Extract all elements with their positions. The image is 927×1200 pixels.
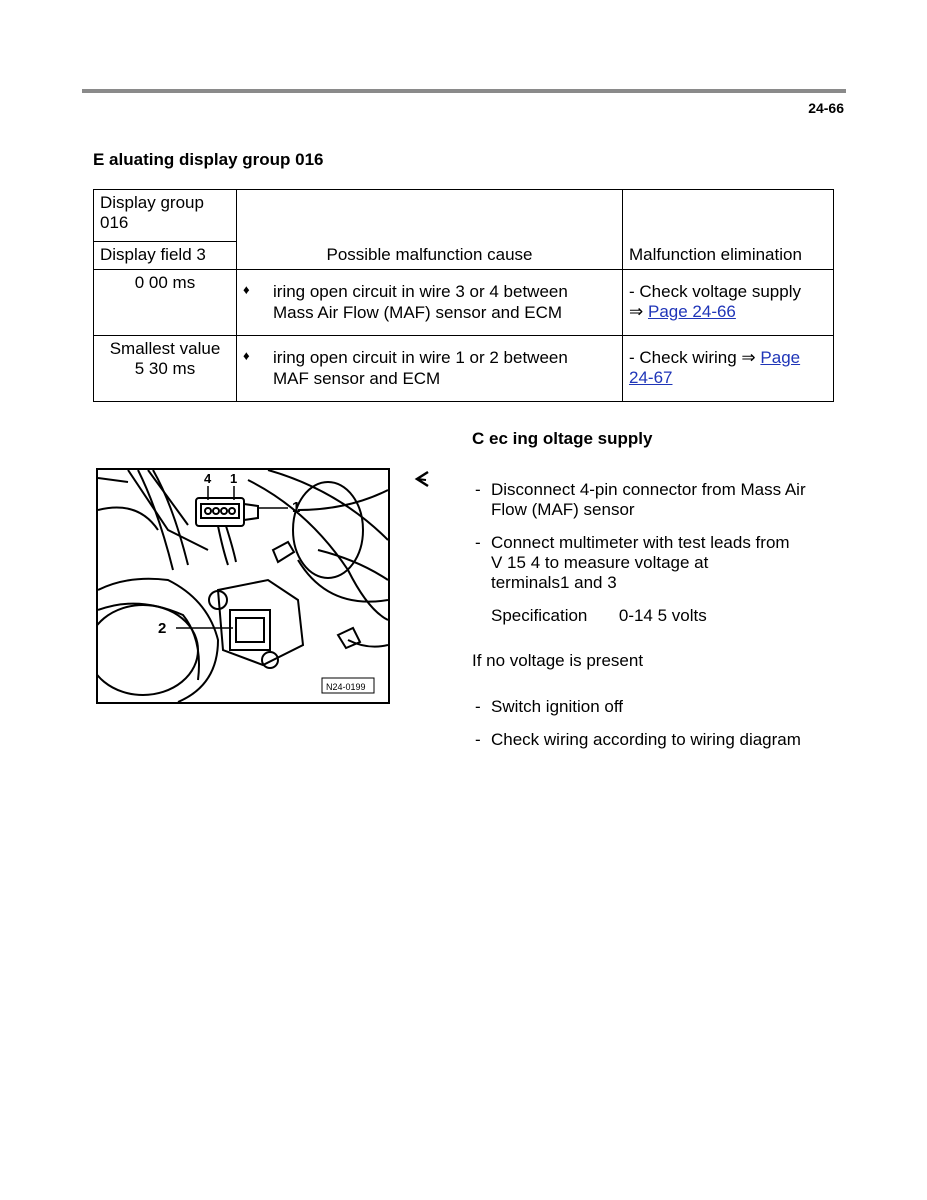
table-row — [94, 336, 834, 402]
cause-line: iring open circuit in wire 3 or 4 between — [273, 282, 568, 301]
specification-value: 0-14 5 volts — [618, 606, 707, 625]
cause-line: iring open circuit in wire 1 or 2 between — [273, 348, 568, 367]
header-display-field: Display field 3 — [94, 242, 237, 270]
diamond-bullet-icon: ♦ — [243, 348, 250, 363]
header-elimination-text: Malfunction elimination — [629, 245, 802, 264]
header-display-group: Display group 016 — [94, 190, 237, 242]
step-line: Check wiring according to wiring diagram — [491, 730, 801, 749]
page-24-67-link-a[interactable]: Page — [760, 348, 801, 367]
value-line: 5 30 ms — [134, 359, 196, 378]
figure-label-1: 1 — [292, 499, 301, 516]
dash-bullet: - — [475, 730, 481, 749]
dash-bullet: - — [475, 533, 481, 552]
step-line: Disconnect 4-pin connector from Mass Air — [491, 480, 806, 499]
maf-sensor-illustration — [98, 470, 388, 702]
left-pointer-arrow-icon — [414, 470, 430, 493]
figure-code: N24-0199 — [326, 682, 366, 692]
figure-label-4: 4 — [204, 471, 212, 486]
malfunction-table — [93, 189, 834, 402]
header-possible-cause-text: Possible malfunction cause — [326, 245, 533, 264]
dash-bullet: - — [475, 697, 481, 716]
value-cell — [94, 336, 237, 402]
value-line: Smallest value — [109, 339, 221, 358]
elimination-text: - Check voltage supply — [629, 282, 801, 301]
cause-line: MAF sensor and ECM — [273, 369, 441, 388]
step-line: Connect multimeter with test leads from — [491, 533, 790, 552]
step-item — [475, 533, 790, 593]
step-item — [475, 480, 806, 520]
header-elimination — [623, 190, 834, 270]
header-possible-cause — [237, 190, 623, 270]
specification-label: Specification — [491, 606, 588, 625]
step-line: Switch ignition off — [491, 697, 623, 716]
figure-label-2: 2 — [158, 620, 167, 637]
value-cell: 0 00 ms — [94, 270, 237, 336]
step-line: terminals1 and 3 — [491, 573, 617, 592]
page-24-67-link-b[interactable]: 24-67 — [629, 368, 673, 387]
page-24-66-link[interactable]: Page 24-66 — [647, 302, 736, 321]
diamond-bullet-icon: ♦ — [243, 282, 250, 297]
subsection-title: C ec ing oltage supply — [472, 429, 653, 448]
figure-label-1-top: 1 — [230, 471, 238, 486]
cause-cell — [237, 336, 623, 402]
header-rule — [82, 89, 846, 93]
maf-sensor-figure — [96, 468, 390, 704]
page-number: 24-66 — [808, 100, 844, 116]
cause-cell — [237, 270, 623, 336]
section-title: E aluating display group 016 — [93, 150, 324, 169]
step-line: V 15 4 to measure voltage at — [491, 553, 709, 572]
elimination-cell — [623, 270, 834, 336]
condition-text: If no voltage is present — [472, 651, 644, 670]
elimination-text: - Check wiring ⇒ — [629, 348, 756, 367]
table-row — [94, 270, 834, 336]
step-item — [475, 697, 623, 717]
specification — [491, 606, 707, 626]
elimination-cell — [623, 336, 834, 402]
table-header-row — [94, 190, 834, 242]
right-arrow-icon: ⇒ — [629, 302, 644, 321]
cause-line: Mass Air Flow (MAF) sensor and ECM — [273, 303, 563, 322]
step-item — [475, 730, 801, 750]
step-line: Flow (MAF) sensor — [491, 500, 635, 519]
dash-bullet: - — [475, 480, 481, 499]
